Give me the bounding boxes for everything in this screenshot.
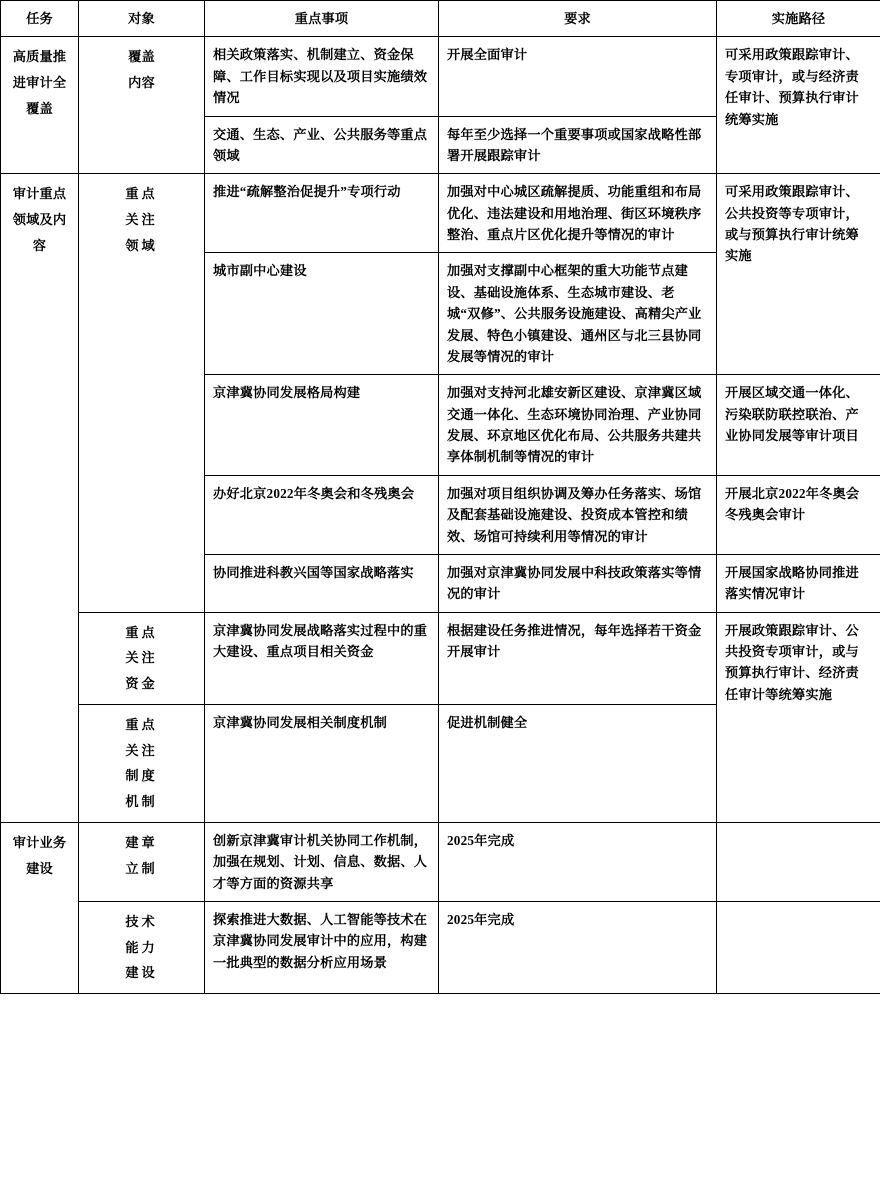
table-row [1, 174, 880, 253]
requirement-cell: 2025年完成 [439, 822, 717, 901]
object-cell-coverage-content: 覆盖 内容 [79, 37, 205, 174]
path-cell: 开展政策跟踪审计、公共投资专项审计，或与预算执行审计、经济责任审计等统筹实施 [717, 612, 880, 822]
requirement-cell: 加强对项目组织协调及筹办任务落实、场馆及配套基础设施建设、投资成本管控和绩效、场馆可持续利用等情况的审计 [439, 475, 717, 554]
key-item-cell: 京津冀协同发展格局构建 [205, 375, 439, 476]
key-item-cell: 京津冀协同发展战略落实过程中的重大建设、重点项目相关资金 [205, 612, 439, 704]
requirement-cell: 每年至少选择一个重要事项或国家战略性部署开展跟踪审计 [439, 116, 717, 174]
path-cell: 可采用政策跟踪审计、专项审计，或与经济责任审计、预算执行审计统筹实施 [717, 37, 880, 174]
key-item-cell: 协同推进科教兴国等国家战略落实 [205, 554, 439, 612]
path-cell: 可采用政策跟踪审计、公共投资等专项审计，或与预算执行审计统筹实施 [717, 174, 880, 375]
table-row [1, 37, 880, 116]
object-cell-key-areas: 重点 关注 领域 [79, 174, 205, 612]
path-cell [717, 822, 880, 901]
key-item-cell: 京津冀协同发展相关制度机制 [205, 704, 439, 822]
path-cell: 开展区域交通一体化、污染联防联控联治、产业协同发展等审计项目 [717, 375, 880, 476]
table-body [1, 37, 880, 994]
path-cell [717, 901, 880, 993]
requirement-cell: 加强对支持河北雄安新区建设、京津冀区域交通一体化、生态环境协同治理、产业协同发展、环京地区优化布局、公共服务共建共享体制机制等情况的审计 [439, 375, 717, 476]
task-cell-2: 审计重点 领域及内 容 [1, 174, 79, 823]
column-header-requirements: 要求 [439, 1, 717, 37]
requirement-cell: 加强对京津冀协同发展中科技政策落实等情况的审计 [439, 554, 717, 612]
requirement-cell: 开展全面审计 [439, 37, 717, 116]
column-header-key-items: 重点事项 [205, 1, 439, 37]
task-cell-3: 审计业务 建设 [1, 822, 79, 993]
table-header-row [1, 1, 880, 37]
table-row [1, 822, 880, 901]
table-row [1, 901, 880, 993]
key-item-cell: 城市副中心建设 [205, 253, 439, 375]
requirement-cell: 加强对支撑副中心框架的重大功能节点建设、基础设施体系、生态城市建设、老城“双修”、公共服务设施建设、高精尖产业发展、特色小镇建设、通州区与北三县协同发展等情况的审计 [439, 253, 717, 375]
object-cell-tech-capability: 技术 能力 建设 [79, 901, 205, 993]
path-cell: 开展北京2022年冬奥会冬残奥会审计 [717, 475, 880, 554]
requirement-cell: 加强对中心城区疏解提质、功能重组和布局优化、违法建设和用地治理、街区环境秩序整治、重点片区优化提升等情况的审计 [439, 174, 717, 253]
column-header-task: 任务 [1, 1, 79, 37]
key-item-cell: 办好北京2022年冬奥会和冬残奥会 [205, 475, 439, 554]
path-cell: 开展国家战略协同推进落实情况审计 [717, 554, 880, 612]
key-item-cell: 推进“疏解整治促提升”专项行动 [205, 174, 439, 253]
key-item-cell: 创新京津冀审计机关协同工作机制，加强在规划、计划、信息、数据、人才等方面的资源共享 [205, 822, 439, 901]
requirement-cell: 根据建设任务推进情况，每年选择若干资金开展审计 [439, 612, 717, 704]
requirement-cell: 促进机制健全 [439, 704, 717, 822]
column-header-implementation-path: 实施路径 [717, 1, 880, 37]
key-item-cell: 相关政策落实、机制建立、资金保障、工作目标实现以及项目实施绩效情况 [205, 37, 439, 116]
requirement-cell: 2025年完成 [439, 901, 717, 993]
object-cell-key-mechanisms: 重点 关注 制度 机制 [79, 704, 205, 822]
task-cell-1: 高质量推 进审计全 覆盖 [1, 37, 79, 174]
object-cell-rules-building: 建章 立制 [79, 822, 205, 901]
table-header [1, 1, 880, 37]
object-cell-key-funds: 重点 关注 资金 [79, 612, 205, 704]
column-header-object: 对象 [79, 1, 205, 37]
key-item-cell: 探索推进大数据、人工智能等技术在京津冀协同发展审计中的应用，构建一批典型的数据分析应用场景 [205, 901, 439, 993]
table-row [1, 612, 880, 704]
key-item-cell: 交通、生态、产业、公共服务等重点领域 [205, 116, 439, 174]
